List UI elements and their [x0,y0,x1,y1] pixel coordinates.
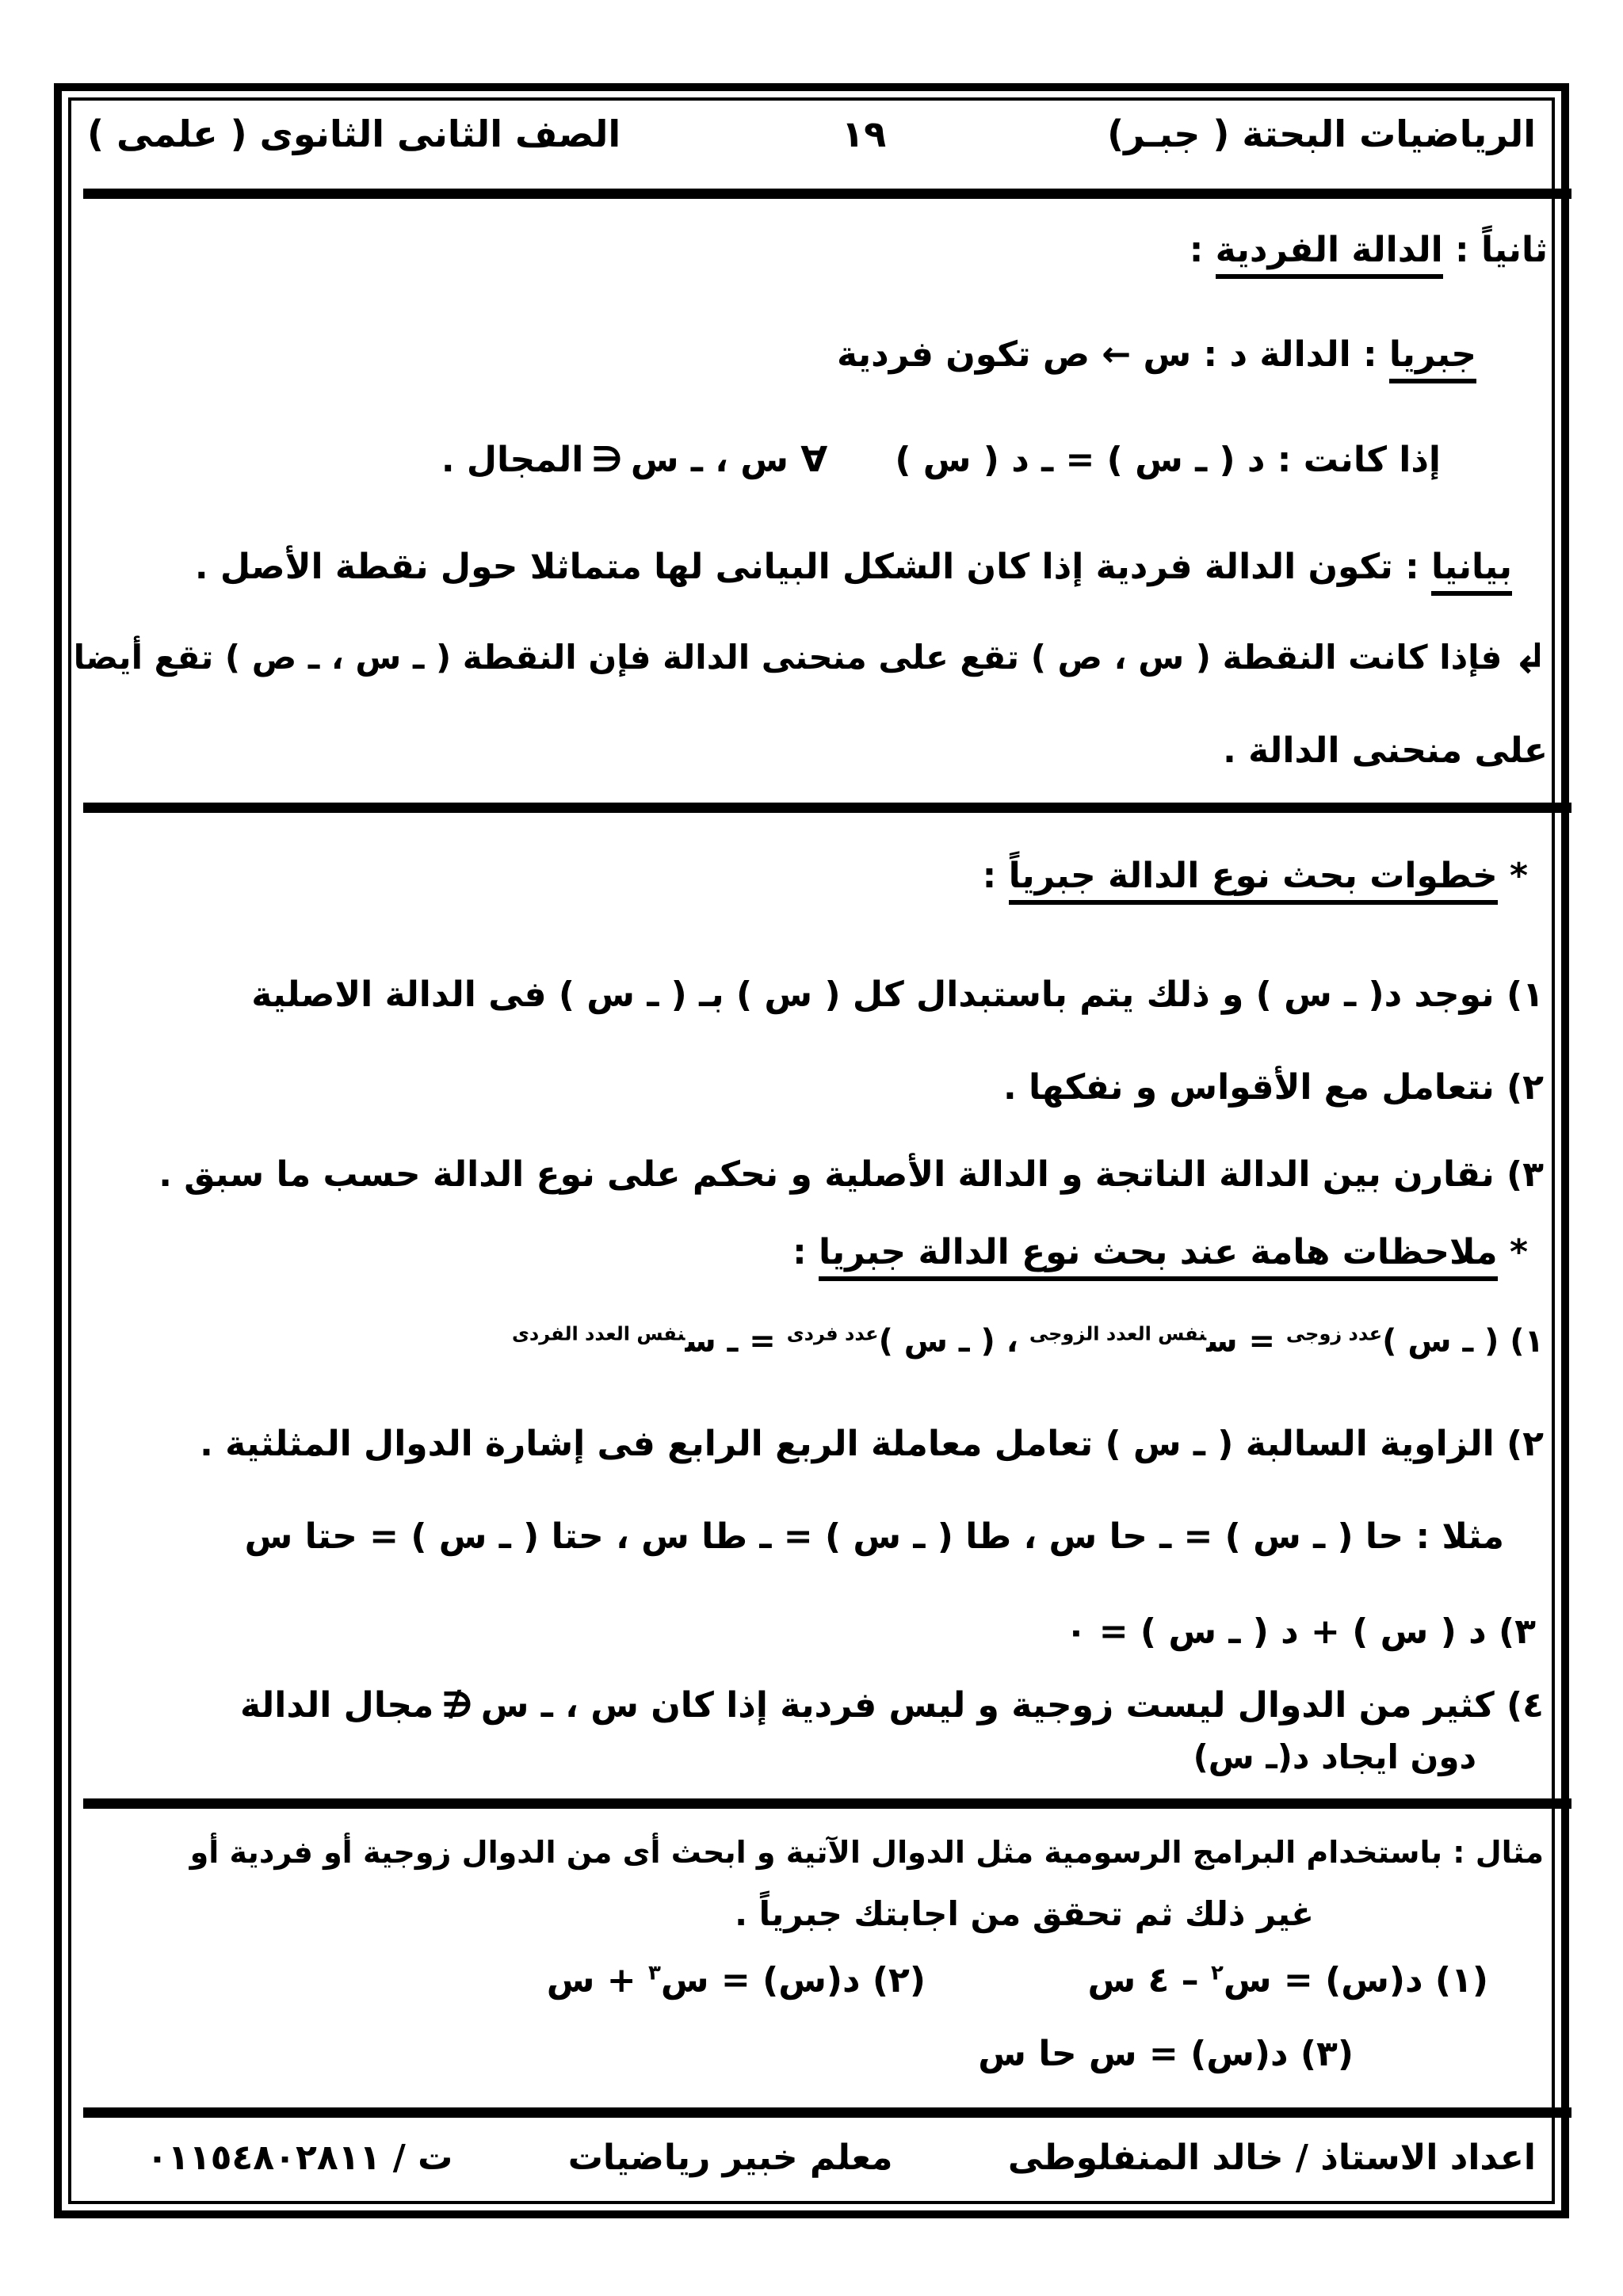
header-page-number: ١٩ [842,113,887,155]
f1-rest: – ٤ س [1087,1960,1211,2000]
example-divider [83,1798,1571,1809]
symmetry-point-line [74,634,1548,685]
f1-exponent: ٢ [1210,1961,1224,1985]
footer-phone: ت / ٠١١٥٤٨٠٢٨١١ [147,2138,453,2178]
note-2-example: مثلا : حا ( ـ س ) = ـ حا س ، طا ( ـ س ) = ـ طا س ، حتا ( ـ س ) = حتا س [244,1516,1504,1557]
heading-underlined: الدالة الفردية [1216,230,1443,279]
note-3-sum-zero: ٣) د ( س ) + د ( ـ س ) = ٠ [1065,1611,1536,1652]
page-footer [147,2138,1536,2178]
element-of-icon: ∋ [591,440,623,480]
example-intro-line2: غير ذلك ثم تحقق من اجابتك جبرياً . [735,1894,1314,1933]
example-function-3: (٣) د(س) = س حا س [978,2034,1354,2074]
condition-line [441,438,1441,482]
graphic-definition-line [195,545,1512,589]
algebraic-definition-line [837,333,1476,376]
note-4-tail: دون ايجاد د(ـ س) [1193,1737,1476,1776]
step-1: ١) نوجد د( ـ س ) و ذلك يتم باستبدال كل ( س ) بـ ( ـ س ) فى الدالة الاصلية [251,974,1544,1015]
algebraic-label: جبريا [1389,334,1476,383]
note1-equals2: = ـ س [685,1323,787,1360]
example-function-2 [547,1958,926,2002]
notes-title-suffix: : [792,1232,819,1272]
bent-arrow-icon: ↲ [1513,635,1548,683]
header-grade: الصف الثانى الثانوى ( علمى ) [87,113,621,155]
algebraic-text: : الدالة د : س ← ص تكون فردية [836,334,1389,375]
note1-comma: ، [995,1323,1029,1360]
section-divider [83,803,1571,813]
note1-number: ١) [1499,1323,1544,1360]
note1-exponent1: عدد زوجى [1285,1322,1383,1345]
f2-equation: د(س) = س [660,1960,861,2000]
header-subject: الرياضيات البحتة ( جبـر) [1107,113,1536,155]
f2-rest: + س [546,1960,648,2000]
note1-base1: ( ـ س ) [1382,1323,1499,1360]
footer-prepared-by: اعداد الاستاذ / خالد المنفلوطى [1007,2138,1536,2178]
note1-base2: ( ـ س ) [878,1323,995,1360]
step-3: ٣) نقارن بين الدالة الناتجة و الدالة الأصلية و نحكم على نوع الدالة حسب ما سبق . [158,1154,1544,1195]
f2-number: (٢) [860,1960,926,2000]
page-inner-border [68,97,1555,2204]
steps-title-underlined: خطوات بحث نوع الدالة جبرياً [1009,856,1498,905]
footer-divider [83,2107,1571,2118]
step-2: ٢) نتعامل مع الأقواس و نفكها . [1003,1067,1544,1108]
footer-role: معلم خبير رياضيات [567,2138,893,2178]
heading-suffix: : [1189,230,1216,270]
note1-exponent3: عدد فردى [786,1322,879,1345]
symmetry-point-text: فإذا كانت النقطة ( س ، ص ) تقع على منحنى الدالة فإن النقطة ( ـ س ، ـ ص ) تقع أيضا [73,638,1503,677]
example-function-1 [1087,1958,1488,2002]
symmetry-point-continuation: على منحنى الدالة . [1223,730,1548,771]
note4-domain: مجال الدالة [240,1685,434,1726]
condition-domain: المجال . [441,440,584,480]
condition-quantifier: ∀ س ، ـ س [630,440,828,480]
example-intro-line1: مثال : باستخدام البرامج الرسومية مثل الدوال الآتية و ابحث أى من الدوال زوجية أو فردية أو [189,1835,1544,1870]
page-header [87,113,1536,155]
not-element-of-icon: ∌ [441,1685,473,1726]
condition-equation: إذا كانت : د ( ـ س ) = ـ د ( س ) [895,440,1441,480]
notes-title [792,1230,1528,1274]
header-divider [83,189,1571,199]
note-4-neither [240,1684,1544,1727]
steps-title [983,854,1528,898]
f1-equation: د(س) = س [1223,1960,1423,2000]
note1-exponent4: نفس العدد الفردى [511,1322,685,1345]
f2-exponent: ٣ [647,1961,661,1985]
graphic-text: : تكون الدالة فردية إذا كان الشكل البيانى لها متماثلا حول نقطة الأصل . [194,547,1431,587]
graphic-label: بيانيا [1431,547,1512,596]
f1-number: (١) [1423,1960,1488,2000]
steps-title-suffix: : [982,856,1009,896]
note1-equals1: = س [1206,1323,1286,1360]
heading-prefix: ثانياً : [1442,230,1548,270]
note-1-powers [512,1322,1544,1361]
asterisk-icon: * [1497,1232,1528,1272]
odd-function-heading [1190,228,1548,272]
asterisk-icon: * [1497,856,1528,896]
notes-title-underlined: ملاحظات هامة عند بحث نوع الدالة جبريا [819,1232,1498,1281]
note1-exponent2: نفس العدد الزوجى [1029,1322,1207,1345]
note4-text: ٤) كثير من الدوال ليست زوجية و ليس فردية إذا كان س ، ـ س [480,1685,1544,1726]
note-2-negative-angle: ٢) الزاوية السالبة ( ـ س ) تعامل معاملة الربع الرابع فى إشارة الدوال المثلثية . [200,1424,1544,1464]
